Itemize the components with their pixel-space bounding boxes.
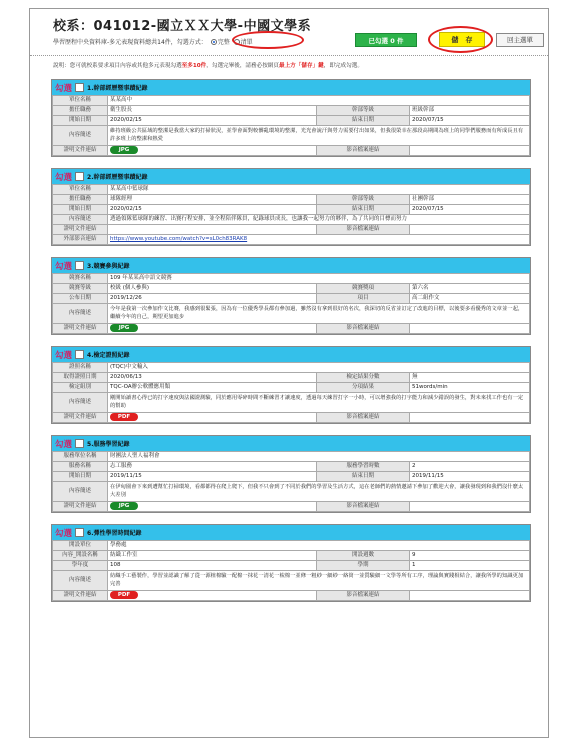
card-title: 2.幹部經歷暨事蹟紀錄 [87,174,148,181]
table-row [53,482,530,502]
row-value-2: 無 [409,373,529,383]
row-label-2: 幹部等級 [316,106,409,116]
pick-label: 勾選 [55,83,73,94]
card-header [52,80,530,95]
record-card [51,435,531,513]
file-badge-jpg[interactable]: JPG [110,324,138,332]
row-value-2: 2020/07/15 [409,205,529,215]
table-row [53,383,530,393]
row-label-2: 幹部等級 [316,195,409,205]
row-label-2: 分項結果 [316,383,409,393]
table-row [53,215,530,225]
row-description: 紡織手工藝製作，學習並認識了解了從一源植棉驗一配棉一抹花一清花一梳棉一並條一粗紗一細紗一絡筒一並質驗細一文學等所有工序，理論與實踐相結合，讓我所學的知識更加完善 [108,571,530,591]
external-link-cell [108,235,530,245]
table-row [53,116,530,126]
row-label-2: 結束日期 [316,205,409,215]
table-row [53,462,530,472]
select-checkbox[interactable] [75,261,84,270]
record-card [51,168,531,246]
row-label: 證明文件連結 [53,225,108,235]
card-header [52,169,530,184]
table-row [53,225,530,235]
table-row [53,472,530,482]
row-label: 單位名稱 [53,96,108,106]
select-checkbox[interactable] [75,350,84,359]
pick-label: 勾選 [55,439,73,450]
row-label: 證明文件連結 [53,502,108,512]
record-table [52,184,530,245]
card-title: 6.彈性學習時間紀錄 [87,530,142,537]
file-badge-jpg[interactable]: JPG [110,146,138,154]
row-label: 內容簡述 [53,215,108,225]
row-label: 開始日期 [53,116,108,126]
file-badge-jpg[interactable]: JPG [110,502,138,510]
note-post: ，即完成勾選。 [323,63,363,69]
row-value: 108 [108,561,317,571]
note-pre: 說明：您可就校系要求項目內容或其他多元表現勾選 [53,63,182,69]
row-label-2: 影音檔案連結 [316,413,409,423]
file-badge-pdf[interactable]: PDF [110,591,138,599]
table-row [53,591,530,601]
record-card [51,257,531,335]
row-label: 內容簡述 [53,393,108,413]
table-row [53,96,530,106]
pick-label: 勾選 [55,261,73,272]
row-label: 內容_開設名稱 [53,551,108,561]
row-value-2: 2 [410,462,530,472]
radio-full-label[interactable]: 完整 [217,39,230,46]
note-highlight-1: 至多10件 [181,63,207,69]
subline-text: 學習歷程中央資料庫-多元表現資料總共14件，勾選方式： [53,39,207,46]
row-value-2 [410,324,530,334]
table-row [53,324,530,334]
selection-mode-line [53,37,253,46]
row-value: 2019/11/15 [108,472,317,482]
pick-label: 勾選 [55,172,73,183]
table-row [53,363,530,373]
row-value-2: 社團幹部 [409,195,529,205]
table-row [53,205,530,215]
table-row [53,452,530,462]
row-label-2: 結束日期 [317,472,410,482]
row-label: 學年度 [53,561,108,571]
row-description: 維持班級公共區域的整潔是我當大家的打掃狀況，並學會面對較髒亂環境的整潔，光光會說汗與勞力需要付出如果，但我很榮幸在那段高期間為班上的同學們服務而有所成長且有許多班上的整潔和熱愛 [108,126,530,146]
card-header [52,258,530,273]
row-label: 證明文件連結 [53,324,108,334]
select-checkbox[interactable] [75,83,84,92]
row-label: 內容簡述 [53,304,108,324]
row-value-2: 第六名 [410,284,530,294]
row-label: 外部影音連結 [53,235,108,245]
back-to-menu-button[interactable]: 回主選單 [496,33,544,47]
proof-file-cell [108,146,317,156]
card-header [52,436,530,451]
row-value: 2019/12/26 [108,294,317,304]
row-value: 某某高中籃球隊 [108,185,530,195]
row-label: 擔任職務 [53,106,108,116]
table-row [53,294,530,304]
row-label: 證照名稱 [53,363,108,373]
row-value: 2020/02/15 [108,116,317,126]
row-label: 開設單位 [53,541,108,551]
row-label-2: 影音檔案連結 [317,324,410,334]
table-row [53,413,530,423]
record-card [51,346,531,424]
row-label-2: 學期 [317,561,410,571]
row-label-2: 開設週數 [317,551,410,561]
row-value-2 [409,225,529,235]
record-table [52,362,530,423]
row-value-2 [409,146,529,156]
table-row [53,571,530,591]
row-value: 某某高中 [108,96,530,106]
table-row [53,185,530,195]
record-table [52,95,530,156]
row-label: 取得證照日期 [53,373,108,383]
row-label-2: 影音檔案連結 [316,146,409,156]
row-label: 開始日期 [53,472,108,482]
row-value-2: 51words/min [409,383,529,393]
row-value: 財團法人聖人福利會 [108,452,530,462]
table-row [53,393,530,413]
card-header [52,347,530,362]
table-row [53,561,530,571]
row-value: 學務處 [108,541,530,551]
row-label-2: 服務學習時數 [317,462,410,472]
proof-file-cell [108,413,317,423]
save-button[interactable]: 儲 存 [439,32,485,47]
table-row [53,541,530,551]
row-label: 公布日期 [53,294,108,304]
main-frame [29,8,549,738]
row-label: 服務單位名稱 [53,452,108,462]
proof-file-cell [108,591,317,601]
row-value: 2020/02/15 [108,205,317,215]
row-value-2: 班級幹部 [409,106,529,116]
record-card [51,79,531,157]
record-card [51,524,531,602]
table-row [53,195,530,205]
note-mid: ，勾選完畢後，請務必按網頁 [206,63,279,69]
row-value-2: 2019/11/15 [410,472,530,482]
divider [30,55,548,56]
row-label: 檢定組別 [53,383,108,393]
card-title: 5.服務學習紀錄 [87,441,130,448]
row-label: 服務名稱 [53,462,108,472]
card-title: 4.檢定證照紀錄 [87,352,130,359]
row-value: TQC-OA辦公軟體應用類 [108,383,317,393]
table-row [53,304,530,324]
row-label: 內容簡述 [53,126,108,146]
row-value-2: 9 [410,551,530,561]
youtube-link[interactable]: https://www.youtube.com/watch?v=sL0ch83RAK8 [110,236,248,242]
record-cards [51,79,531,613]
page-title: 校系：041012-國立ＸＸ大學-中國文學系 [53,19,312,34]
row-label: 內容簡述 [53,571,108,591]
file-badge-pdf[interactable]: PDF [110,413,138,421]
row-label-2: 影音檔案連結 [317,502,410,512]
select-checkbox[interactable] [75,528,84,537]
row-value-2: 高二組作文 [410,294,530,304]
record-table [52,540,530,601]
row-label-2: 競賽獎項 [317,284,410,294]
record-table [52,451,530,512]
row-value: 紡織工作室 [108,551,317,561]
select-checkbox[interactable] [75,439,84,448]
proof-file-cell [108,225,317,235]
row-label: 擔任職務 [53,195,108,205]
table-row [53,126,530,146]
row-value: 球隊經理 [108,195,317,205]
select-checkbox[interactable] [75,172,84,181]
row-value-2 [409,413,529,423]
radio-full[interactable] [211,39,217,45]
table-row [53,502,530,512]
table-row [53,551,530,561]
row-label-2: 項目 [317,294,410,304]
pick-label: 勾選 [55,528,73,539]
row-label: 開始日期 [53,205,108,215]
row-label-2: 影音檔案連結 [316,225,409,235]
radio-list-label[interactable]: 清單 [240,39,253,46]
table-row [53,106,530,116]
row-label-2: 結束日期 [316,116,409,126]
table-row [53,146,530,156]
proof-file-cell [108,502,317,512]
pick-label: 勾選 [55,350,73,361]
row-description: 在伊甸園會下來到遭幫忙打掃環境，看都都得在爬上爬下，但我不只會到了不同於我們的學習及生活方式，這在老師們的熱情邀請下參加了歡迎大會，讓我發現到和我們沒什麼太大差別 [108,482,530,502]
row-value-2 [410,591,530,601]
highlight-oval-save [428,26,493,53]
row-label-2: 影音檔案連結 [317,591,410,601]
row-label: 競賽名稱 [53,274,108,284]
row-value: 2020/06/13 [108,373,317,383]
row-label: 證明文件連結 [53,146,108,156]
highlight-oval-radio [232,31,304,49]
card-title: 3.競賽參與紀錄 [87,263,130,270]
selected-count-button[interactable]: 已勾選 0 件 [355,33,417,47]
row-label-2: 檢定結果分數 [316,373,409,383]
table-row [53,274,530,284]
row-description: 今年是我第一次參加作文比賽，我感到很緊張，因為有一位優秀學長都有參加過，雖然沒有拿到很好的名次，我深切的反省並訂定了改進的目標，以後要多看優秀的文章並一起，繼續今年的自己，期望更加進步 [108,304,530,324]
table-row [53,235,530,245]
row-label: 證明文件連結 [53,413,108,423]
row-description: 剛開始讀書心得已的打字速度與法國證測驗，同於應用零碎時間不斷練習才讓速度，透過每天練習打字一小時，可以增強我的打字能力和減少錯誤的發生，對未來找工作也有一定的幫助 [108,393,530,413]
row-value: 校級 (個人參與) [108,284,317,294]
row-label: 競賽等級 [53,284,108,294]
table-row [53,373,530,383]
row-value: (TQC)中文輸入 [108,363,530,373]
row-value: 109 年某某高中語文競賽 [108,274,530,284]
row-value: 志工服務 [108,462,317,472]
card-header [52,525,530,540]
proof-file-cell [108,324,317,334]
record-table [52,273,530,334]
row-value-2 [410,502,530,512]
row-value: 衛生股長 [108,106,317,116]
row-label: 內容簡述 [53,482,108,502]
row-value: 透過領隊籃球隊的練習、出賽行程安排，並全程陪伴隊員，紀錄球員成長，也讓我一起努力的夥伴，為了共同的目標而努力 [108,215,530,225]
row-value-2: 2020/07/15 [409,116,529,126]
card-title: 1.幹部經歷暨事蹟紀錄 [87,85,148,92]
table-row [53,284,530,294]
instruction-note [53,61,363,69]
row-label: 證明文件連結 [53,591,108,601]
row-value-2: 1 [410,561,530,571]
note-highlight-2: 最上方「儲存」鍵 [278,63,324,69]
row-label: 單位名稱 [53,185,108,195]
